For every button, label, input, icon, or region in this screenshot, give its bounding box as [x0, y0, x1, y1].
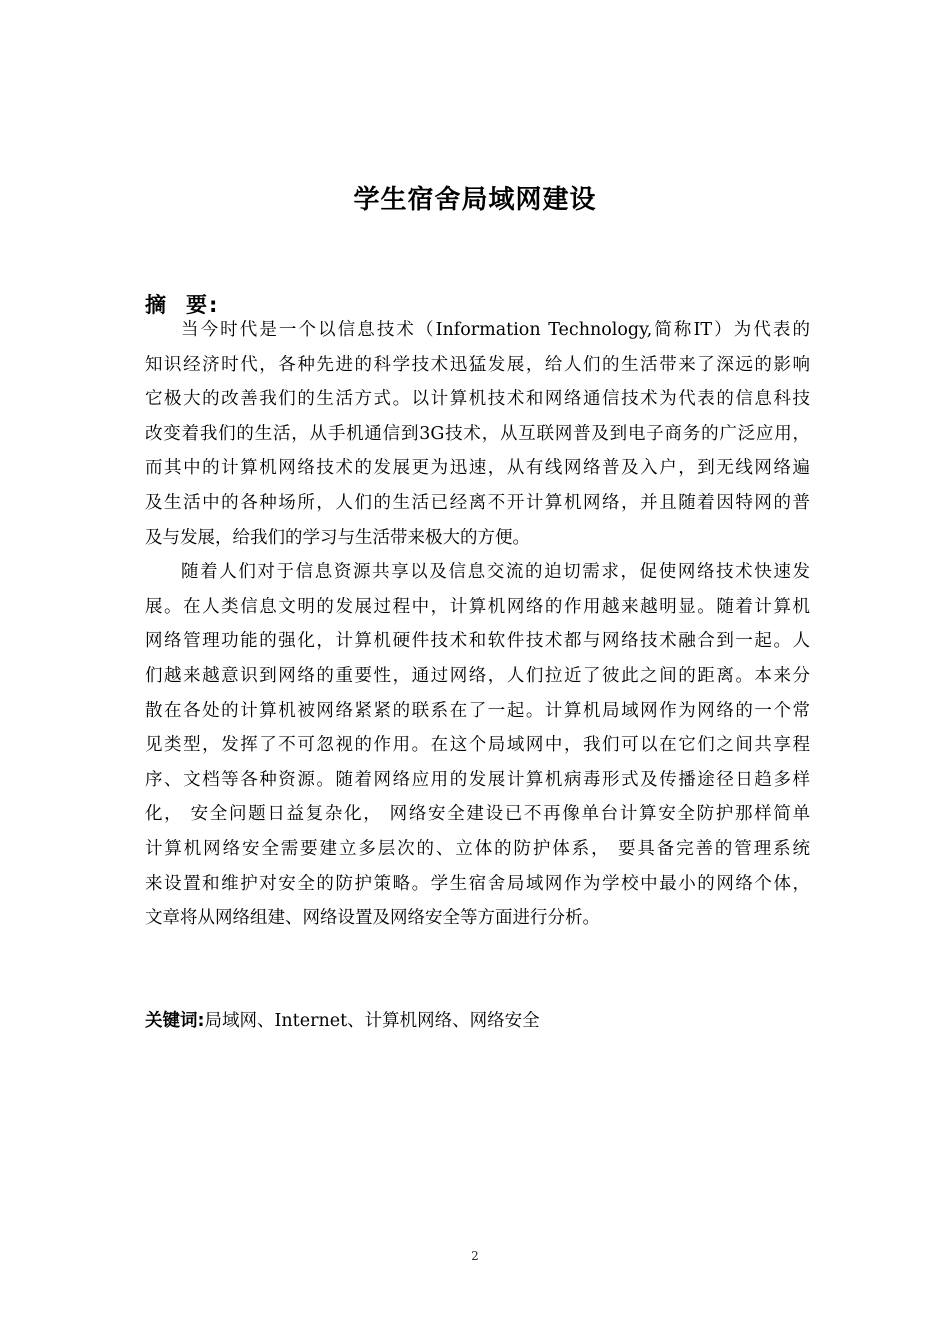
abstract-line: 而其中的计算机网络技术的发展更为迅速，从有线网络普及入户，到无线网络遍: [145, 458, 810, 479]
abstract-line: 及与发展，给我们的学习与生活带来极大的方便。: [145, 527, 530, 548]
abstract-line: 展。在人类信息文明的发展过程中，计算机网络的作用越来越明显。随着计算机: [145, 596, 810, 617]
abstract-line: 随着人们对于信息资源共享以及信息交流的迫切需求，促使网络技术快速发: [181, 562, 810, 583]
abstract-line: 改变着我们的生活，从手机通信到3G技术，从互联网普及到电子商务的广泛应用，: [145, 423, 810, 444]
abstract-line: 序、文档等各种资源。随着网络应用的发展计算机病毒形式及传播途径日趋多样: [145, 769, 810, 790]
abstract-line: 散在各处的计算机被网络紧紧的联系在了一起。计算机局域网作为网络的一个常: [145, 700, 810, 721]
page-number: 2: [471, 1249, 479, 1263]
keywords-label: 关键词:: [145, 1011, 205, 1031]
abstract-line: 们越来越意识到网络的重要性，通过网络，人们拉近了彼此之间的距离。本来分: [145, 665, 810, 686]
abstract-heading-part2: 要:: [186, 293, 220, 317]
keywords-value: 局域网、Internet、计算机网络、网络安全: [204, 1011, 540, 1031]
abstract-line: 及生活中的各种场所，人们的生活已经离不开计算机网络，并且随着因特网的普: [145, 492, 810, 513]
abstract-body: [145, 313, 810, 936]
abstract-line: 化， 安全问题日益复杂化， 网络安全建设已不再像单台计算安全防护那样简单: [145, 804, 810, 825]
abstract-heading-part1: 摘: [145, 293, 168, 317]
abstract-line: 计算机网络安全需要建立多层次的、立体的防护体系， 要具备完善的管理系统: [145, 838, 810, 859]
abstract-line: 见类型，发挥了不可忽视的作用。在这个局域网中，我们可以在它们之间共享程: [145, 735, 810, 756]
abstract-line: 知识经济时代，各种先进的科学技术迅猛发展，给人们的生活带来了深远的影响: [145, 354, 810, 375]
abstract-line: 当今时代是一个以信息技术（Information Technology,简称IT）为代表的: [181, 320, 810, 340]
abstract-line: 它极大的改善我们的生活方式。以计算机技术和网络通信技术为代表的信息科技: [145, 389, 810, 410]
abstract-line: 文章将从网络组建、网络设置及网络安全等方面进行分析。: [145, 908, 600, 929]
abstract-line: 来设置和维护对安全的防护策略。学生宿舍局域网作为学校中最小的网络个体，: [145, 873, 810, 894]
keywords-line: [145, 1006, 540, 1036]
abstract-line: 网络管理功能的强化，计算机硬件技术和软件技术都与网络技术融合到一起。人: [145, 631, 810, 652]
document-title: 学生宿舍局域网建设: [353, 185, 597, 215]
